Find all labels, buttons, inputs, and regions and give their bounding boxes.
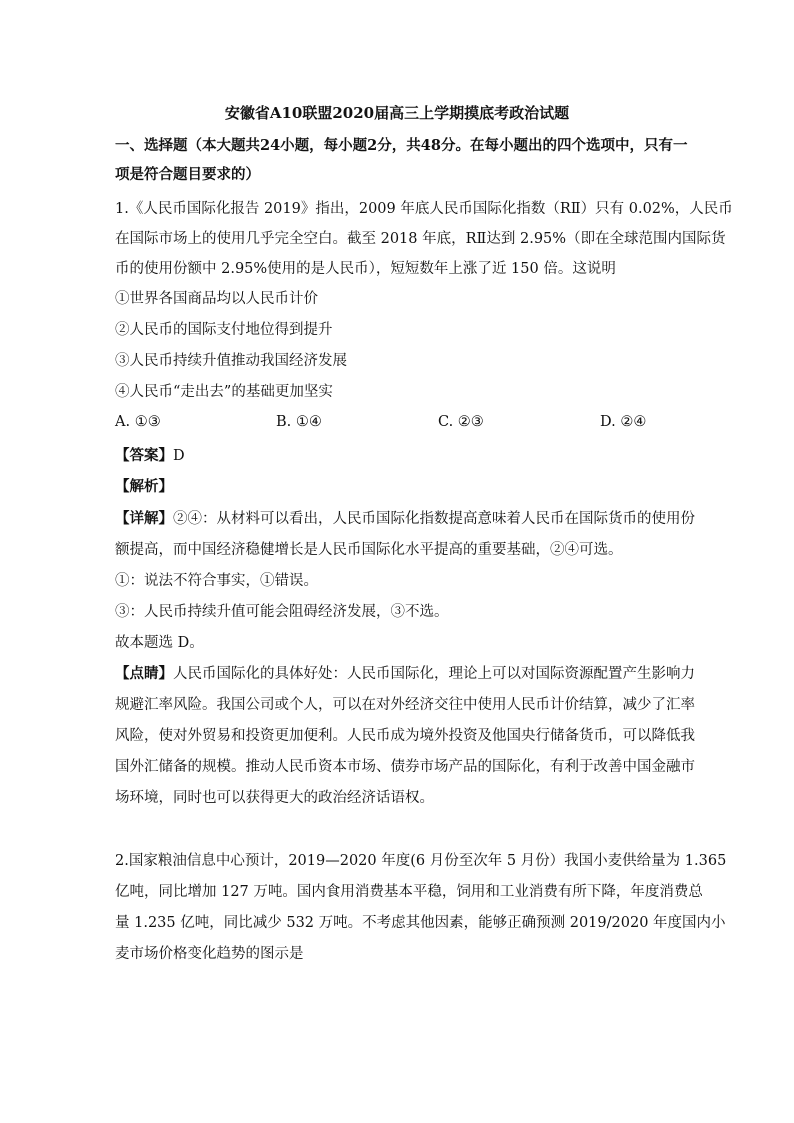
q1-tip-line-5: 场环境，同时也可以获得更大的政治经济话语权。 [115,790,434,806]
detail-text-1: ②④：从材料可以看出，人民币国际化指数提高意味着人民币在国际货币的使用份 [173,511,695,527]
q1-detail-line-3: ①：说法不符合事实，①错误。 [115,573,318,589]
q1-option-c: C. ②③ [438,414,484,430]
q1-statement-1: ①世界各国商品均以人民币计价 [115,291,318,307]
section-heading-line-2: 项是符合题目要求的） [115,166,260,183]
q1-tip-line-3: 风险，使对外贸易和投资更加便利。人民币成为境外投资及他国央行储备货币，可以降低我 [115,728,695,744]
q1-stem-line-2: 在国际市场上的使用几乎完全空白。截至 2018 年底，RⅡ达到 2.95%（即在全球范围内国际货 [115,231,726,247]
q1-stem-line-3: 币的使用份额中 2.95%使用的是人民币），短短数年上涨了近 150 倍。这说明 [115,261,616,277]
tip-tag: 【点睛】 [115,665,173,682]
q2-stem-line-1: 2.国家粮油信息中心预计，2019—2020 年度(6 月份至次年 5 月份）我国小麦供给量为 1.365 [115,853,727,869]
q1-tip-line-1 [115,664,695,684]
q1-option-b: B. ①④ [276,414,322,430]
q1-answer [115,446,185,466]
q1-detail-line-1 [115,509,695,529]
q2-stem-line-2: 亿吨，同比增加 127 万吨。国内食用消费基本平稳，饲用和工业消费有所下降，年度消费总 [115,884,703,900]
answer-value: D [173,448,185,464]
q1-analysis-tag: 【解析】 [115,478,173,495]
tip-text-1: 人民币国际化的具体好处：人民币国际化，理论上可以对国际资源配置产生影响力 [173,666,695,682]
page-title: 安徽省A10联盟2020届高三上学期摸底考政治试题 [224,104,570,122]
q1-statement-4: ④人民币“走出去”的基础更加坚实 [115,384,333,400]
answer-tag: 【答案】 [115,447,173,464]
q1-detail-line-4: ③：人民币持续升值可能会阻碍经济发展，③不选。 [115,604,449,620]
detail-tag: 【详解】 [115,510,173,527]
q2-stem-line-3: 量 1.235 亿吨，同比减少 532 万吨。不考虑其他因素，能够正确预测 2019/2020 年度国内小 [115,915,726,931]
q1-tip-line-2: 规避汇率风险。我国公司或个人，可以在对外经济交往中使用人民币计价结算，减少了汇率 [115,697,695,713]
q1-detail-line-5: 故本题选 D。 [115,635,204,651]
q1-detail-line-2: 额提高，而中国经济稳健增长是人民币国际化水平提高的重要基础，②④可选。 [115,542,623,558]
q1-statement-3: ③人民币持续升值推动我国经济发展 [115,353,347,369]
section-heading-line-1: 一、选择题（本大题共24小题，每小题2分，共48分。在每小题出的四个选项中，只有一 [115,137,688,154]
q1-option-d: D. ②④ [600,414,647,430]
q2-stem-line-4: 麦市场价格变化趋势的图示是 [115,946,304,962]
q1-statement-2: ②人民币的国际支付地位得到提升 [115,322,333,338]
q1-stem-line-1: 1.《人民币国际化报告 2019》指出，2009 年底人民币国际化指数（RⅡ）只有 0.02%，人民币 [115,201,733,217]
q1-tip-line-4: 国外汇储备的规模。推动人民币资本市场、债券市场产品的国际化，有利于改善中国金融市 [115,759,695,775]
q1-option-a: A. ①③ [115,414,161,430]
